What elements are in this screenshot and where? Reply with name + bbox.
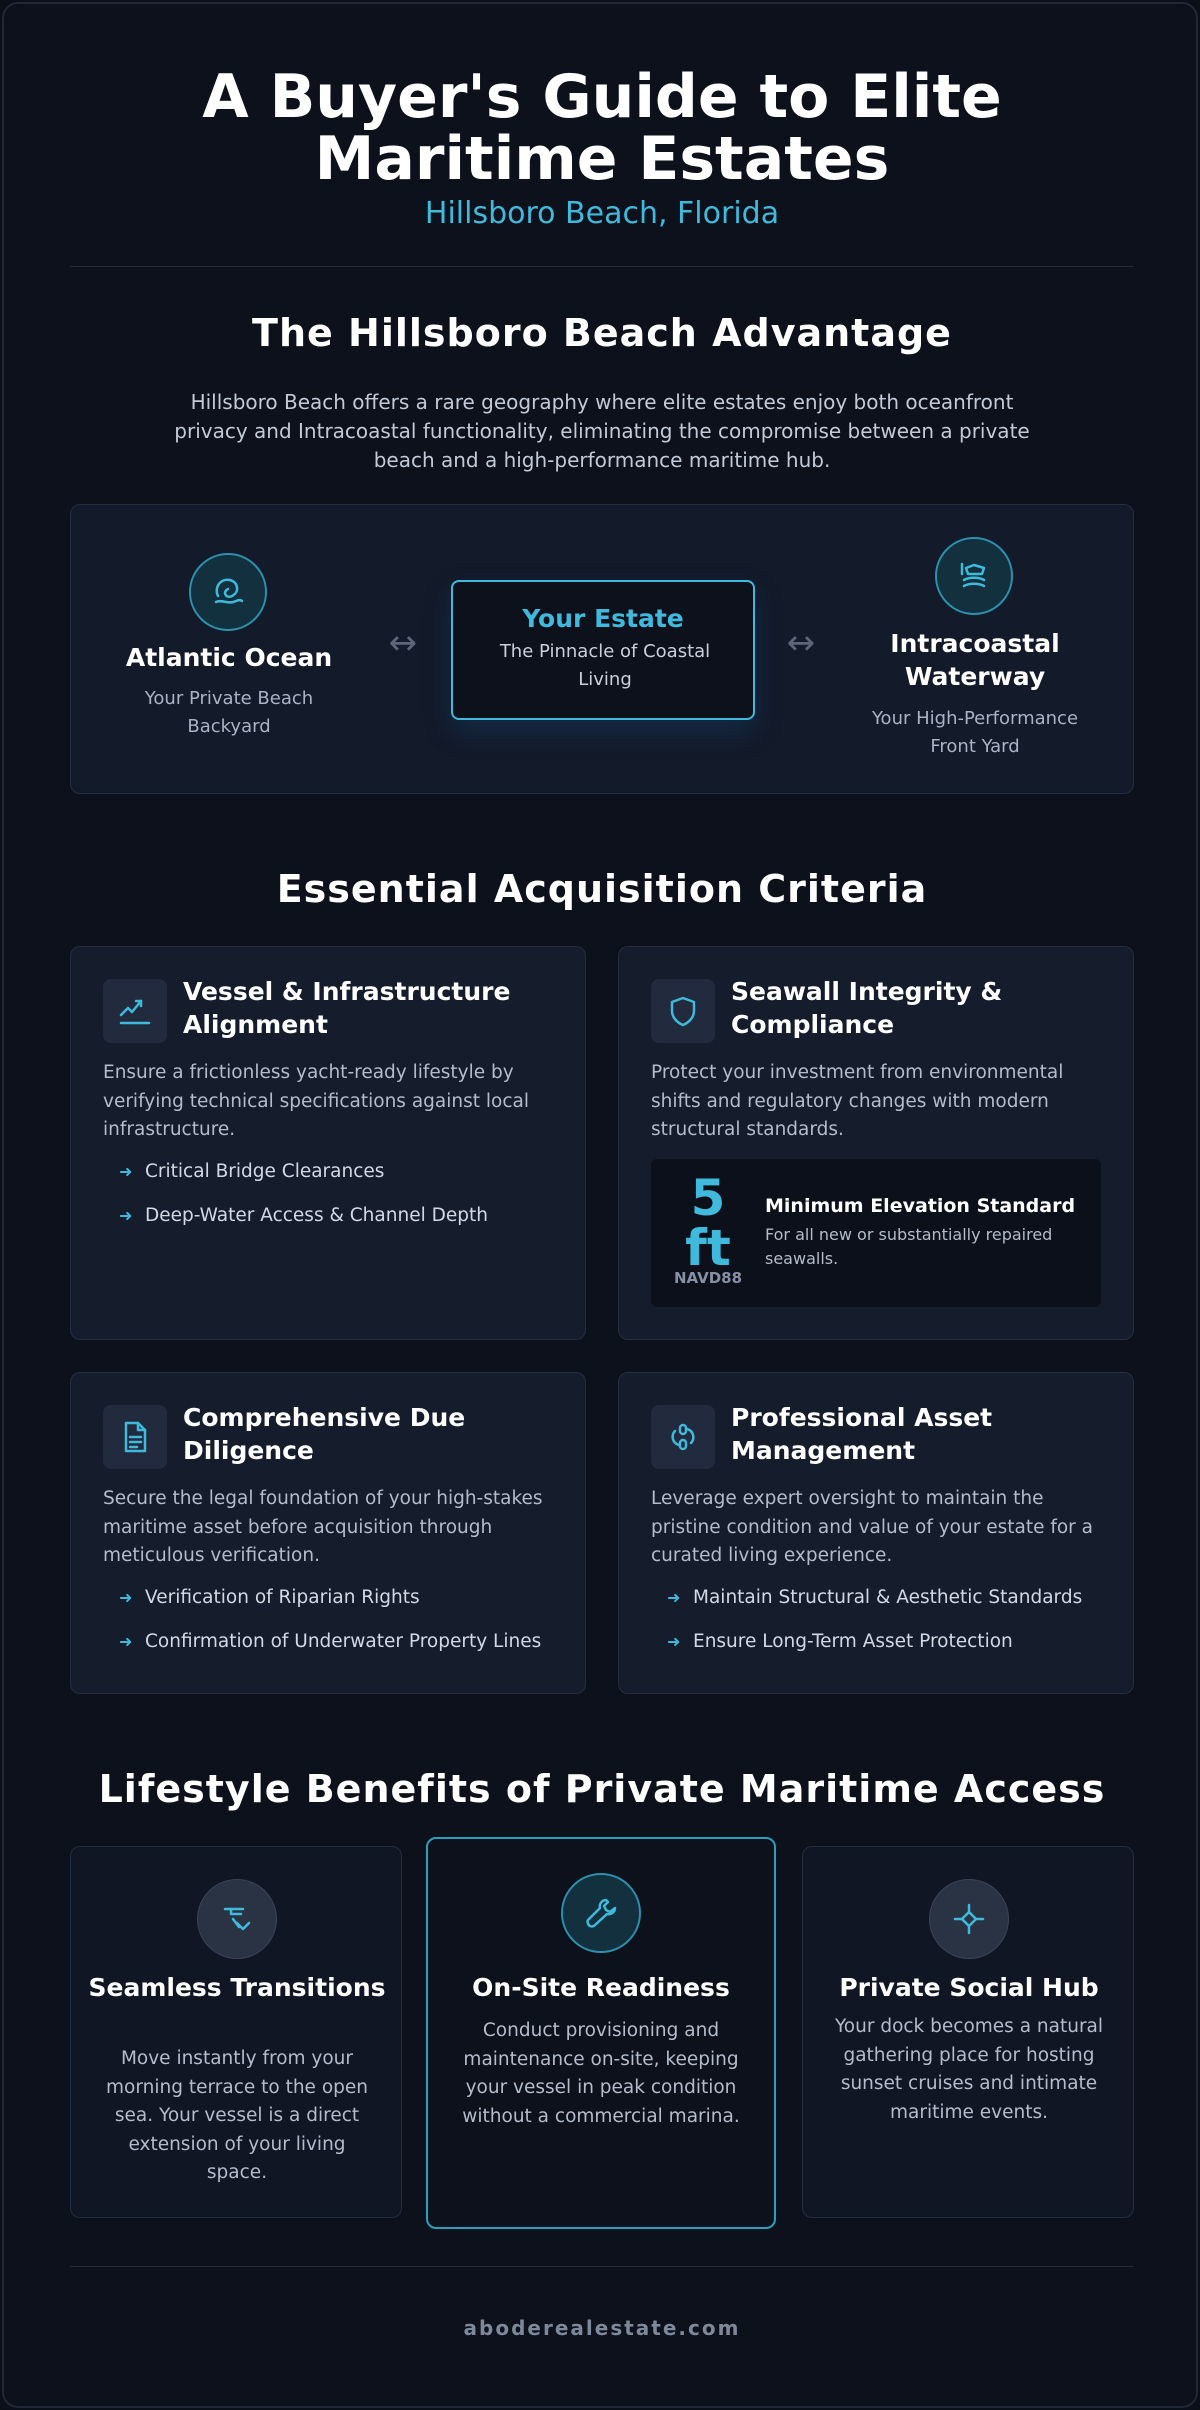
bullet-text: Critical Bridge Clearances [145, 1161, 385, 1182]
bullet-text: Verification of Riparian Rights [145, 1587, 420, 1608]
benefit-title: Seamless Transitions [88, 1973, 386, 2002]
benefit-card-seamless [70, 1846, 402, 2218]
criteria-card-asset-management [618, 1372, 1134, 1694]
footer-divider [70, 2266, 1134, 2267]
advantage-heading: The Hillsboro Beach Advantage [252, 311, 952, 355]
card-title: Comprehensive Due Diligence [183, 1403, 466, 1465]
footer-site[interactable]: aboderealestate.com [463, 2316, 741, 2340]
bullet-text: Ensure Long-Term Asset Protection [693, 1631, 1013, 1652]
card-description: Protect your investment from environmental shifts and regulatory changes with modern structural standards. [651, 1062, 1064, 1140]
benefits-heading: Lifestyle Benefits of Private Maritime Access [98, 1767, 1106, 1811]
intracoastal-desc: Your High-Performance Front Yard [871, 708, 1079, 757]
connector-right: ↔ [786, 623, 816, 663]
bullet-item [667, 1631, 1013, 1652]
benefit-title: On-Site Readiness [472, 1973, 730, 2002]
stat-subtext: For all new or substantially repaired seawalls. [765, 1225, 1053, 1268]
bullet-text: Confirmation of Underwater Property Lines [145, 1631, 542, 1652]
benefit-title: Private Social Hub [839, 1973, 1099, 2002]
bullet-text: Maintain Structural & Aesthetic Standards [693, 1587, 1083, 1608]
bullet-item [119, 1631, 541, 1652]
criteria-card-vessel [70, 946, 586, 1340]
advantage-panel [70, 504, 1134, 794]
bullet-item [119, 1205, 488, 1226]
chart-line-icon [103, 979, 167, 1043]
stat-value [663, 1169, 753, 1277]
bullet-item [119, 1161, 384, 1182]
arrow-icon: ➜ [667, 1588, 681, 1607]
stat-datum: NAVD88 [673, 1269, 743, 1287]
page-subtitle: Hillsboro Beach, Florida [424, 196, 780, 231]
page-title [70, 62, 1134, 194]
bullet-text: Deep-Water Access & Channel Depth [145, 1205, 488, 1226]
intracoastal-label: Intracoastal Waterway [890, 629, 1060, 691]
benefit-card-social-hub [802, 1846, 1134, 2218]
criteria-card-seawall [618, 946, 1134, 1340]
connector-left: ↔ [388, 623, 418, 663]
arrow-icon: ➜ [119, 1206, 133, 1225]
card-title: Professional Asset Management [731, 1403, 993, 1465]
bullet-item [119, 1587, 420, 1608]
arrow-icon: ➜ [119, 1632, 133, 1651]
boat-icon [935, 537, 1013, 615]
your-estate-desc: The Pinnacle of Coastal Living [499, 641, 711, 690]
card-title: Seawall Integrity & Compliance [731, 977, 1003, 1039]
criteria-heading: Essential Acquisition Criteria [276, 867, 928, 911]
arrow-icon: ➜ [119, 1162, 133, 1181]
stat-label: Minimum Elevation Standard [765, 1195, 1076, 1217]
bullet-item [667, 1587, 1082, 1608]
wrench-icon [561, 1873, 641, 1953]
advantage-intro: Hillsboro Beach offers a rare geography where elite estates enjoy both oceanfront privacy and Intracoastal functionality, eliminating the compromise between a private beach and a high-performance maritime hub. [174, 390, 1030, 472]
transition-icon [197, 1879, 277, 1959]
elevation-stat [651, 1159, 1101, 1307]
shield-icon [651, 979, 715, 1043]
your-estate-box [451, 580, 755, 720]
atlantic-ocean-label: Atlantic Ocean [125, 643, 333, 672]
benefit-description: Conduct provisioning and maintenance on-site, keeping your vessel in peak condition without a commercial marina. [462, 2020, 740, 2127]
atlantic-ocean-desc: Your Private Beach Backyard [144, 688, 314, 737]
card-description: Leverage expert oversight to maintain the pristine condition and value of your estate for a curated living experience. [651, 1488, 1093, 1566]
content-column [70, 4, 1134, 2408]
title-line-1: A Buyer's Guide to Elite [202, 62, 1002, 132]
card-title: Vessel & Infrastructure Alignment [183, 977, 511, 1039]
criteria-card-due-diligence [70, 1372, 586, 1694]
arrow-icon: ➜ [667, 1632, 681, 1651]
stat-number: 5 [690, 1169, 726, 1227]
document-icon [103, 1405, 167, 1469]
stat-unit-ft: ft [685, 1219, 731, 1277]
title-line-2: Maritime Estates [314, 124, 890, 194]
infographic-page [2, 2, 1198, 2408]
arrow-icon: ➜ [119, 1588, 133, 1607]
card-description: Secure the legal foundation of your high-stakes maritime asset before acquisition through meticulous verification. [103, 1488, 543, 1566]
ocean-icon [189, 553, 267, 631]
benefit-description: Your dock becomes a natural gathering place for hosting sunset cruises and intimate maritime events. [834, 2016, 1104, 2123]
benefit-card-on-site [426, 1837, 776, 2229]
refresh-icon [651, 1405, 715, 1469]
card-description: Ensure a frictionless yacht-ready lifestyle by verifying technical specifications against local infrastructure. [103, 1062, 529, 1140]
benefit-description: Move instantly from your morning terrace to the open sea. Your vessel is a direct extension of your living space. [106, 2048, 368, 2183]
header-divider [70, 266, 1134, 267]
your-estate-label: Your Estate [522, 604, 684, 633]
hub-icon [929, 1879, 1009, 1959]
